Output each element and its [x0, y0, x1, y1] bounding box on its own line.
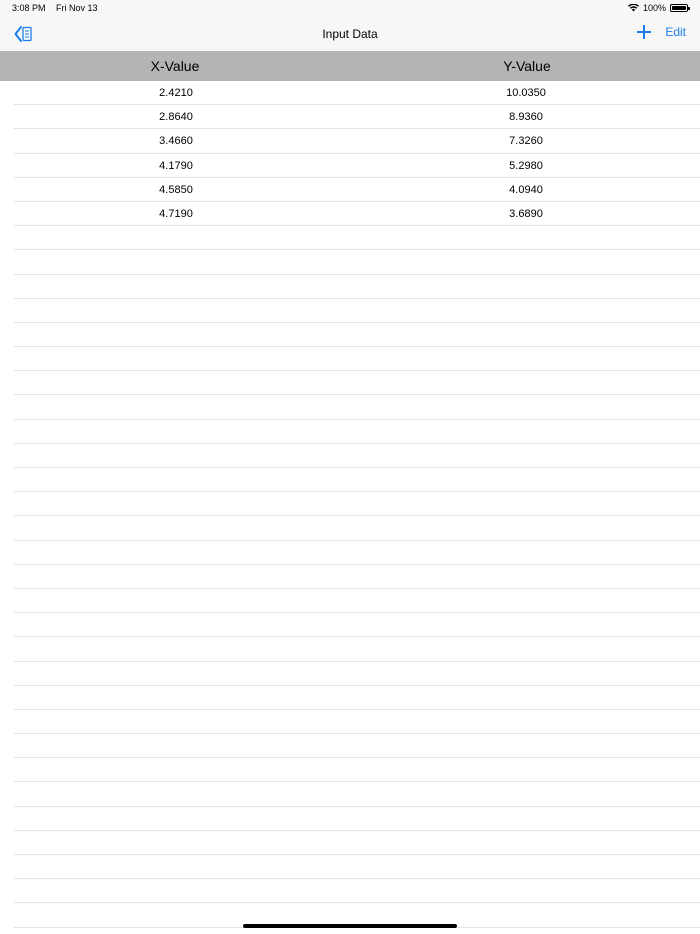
edit-button[interactable]: Edit: [665, 25, 686, 39]
cell-x-value: 4.5850: [159, 183, 193, 196]
plus-icon[interactable]: [637, 25, 651, 39]
empty-row: [14, 686, 700, 710]
empty-row: [14, 395, 700, 419]
status-left: [12, 3, 106, 13]
empty-row: [14, 347, 700, 371]
home-indicator: [243, 924, 457, 928]
empty-row: [14, 492, 700, 516]
cell-x-value: 4.7190: [159, 207, 193, 220]
cell-x-value: 3.4660: [159, 135, 193, 148]
empty-row: [14, 662, 700, 686]
navigation-bar: [0, 17, 700, 51]
table-header: [0, 51, 700, 81]
empty-row: [14, 226, 700, 250]
empty-row: [14, 516, 700, 540]
empty-row: [14, 299, 700, 323]
battery-icon: [670, 4, 688, 12]
status-bar: [0, 0, 700, 17]
cell-y-value: 8.9360: [509, 111, 543, 124]
cell-y-value: 5.2980: [509, 159, 543, 172]
status-time: 3:08 PM: [12, 3, 46, 13]
empty-row: [14, 541, 700, 565]
empty-row: [14, 420, 700, 444]
status-right: [628, 3, 688, 13]
table-row[interactable]: [14, 81, 700, 105]
cell-x-value: 2.8640: [159, 111, 193, 124]
table-row[interactable]: [14, 154, 700, 178]
status-date: Fri Nov 13: [56, 3, 98, 13]
column-header-y: Y-Value: [503, 58, 551, 74]
empty-row: [14, 637, 700, 661]
cell-x-value: 2.4210: [159, 87, 193, 99]
cell-x-value: 4.1790: [159, 159, 193, 172]
cell-y-value: 10.0350: [506, 87, 546, 99]
empty-row: [14, 613, 700, 637]
empty-row: [14, 468, 700, 492]
empty-row: [14, 444, 700, 468]
empty-row: [14, 710, 700, 734]
empty-row: [14, 879, 700, 903]
empty-row: [14, 782, 700, 806]
cell-y-value: 3.6890: [509, 207, 543, 220]
empty-row: [14, 831, 700, 855]
empty-row: [14, 371, 700, 395]
page-title: Input Data: [322, 27, 378, 41]
data-table: [0, 81, 700, 928]
table-row[interactable]: [14, 105, 700, 129]
battery-percent: 100%: [642, 3, 666, 13]
table-row[interactable]: [14, 129, 700, 153]
empty-row: [14, 250, 700, 274]
empty-row: [14, 758, 700, 782]
wifi-icon: [628, 4, 639, 12]
table-row[interactable]: [14, 178, 700, 202]
empty-row: [14, 323, 700, 347]
cell-y-value: 7.3260: [509, 135, 543, 148]
nav-actions: [637, 25, 686, 39]
empty-row: [14, 565, 700, 589]
empty-row: [14, 855, 700, 879]
cell-y-value: 4.0940: [509, 183, 543, 196]
empty-row: [14, 275, 700, 299]
table-row[interactable]: [14, 202, 700, 226]
column-header-x: X-Value: [150, 58, 200, 74]
empty-row: [14, 589, 700, 613]
empty-row: [14, 807, 700, 831]
empty-row: [14, 734, 700, 758]
